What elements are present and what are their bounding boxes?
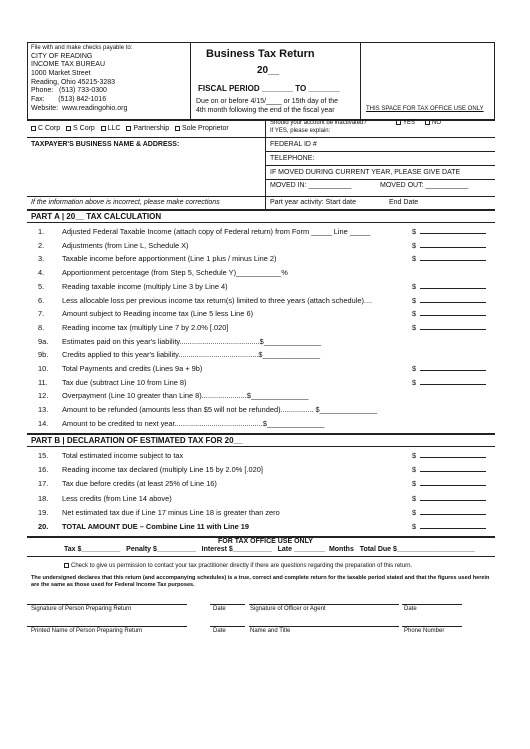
business-name-label: TAXPAYER'S BUSINESS NAME & ADDRESS: bbox=[31, 141, 180, 148]
part-a-line-row bbox=[38, 378, 492, 391]
amount-field[interactable]: $ bbox=[412, 479, 486, 488]
part-a-line-row bbox=[38, 364, 492, 377]
line-number: 19. bbox=[38, 507, 49, 517]
line-number: 4. bbox=[38, 268, 45, 278]
amount-field[interactable]: $ bbox=[412, 494, 486, 503]
part-b-heading: PART B | DECLARATION OF ESTIMATED TAX FOR 20__ bbox=[31, 436, 243, 445]
line-description: Amount subject to Reading income tax (Line 5 less Line 6) bbox=[62, 309, 254, 319]
line-description: Tax due before credits (at least 25% of Line 16) bbox=[62, 479, 217, 489]
line-number: 16. bbox=[38, 465, 49, 475]
line-number: 9b. bbox=[38, 350, 49, 360]
amount-field[interactable]: $ bbox=[412, 522, 486, 531]
checkbox-c-corp[interactable]: C Corp bbox=[31, 125, 60, 132]
amount-field[interactable]: $ bbox=[412, 451, 486, 460]
amount-field[interactable]: $ bbox=[412, 282, 486, 291]
line-description: Amount to be refunded (amounts less than $5 will not be refunded)................ $______________ bbox=[62, 405, 378, 415]
line-number: 8. bbox=[38, 322, 45, 332]
line-number: 17. bbox=[38, 479, 49, 489]
part-a-line-row bbox=[38, 282, 492, 295]
part-b-line-row bbox=[38, 465, 492, 478]
office-interest: Interest $__________ bbox=[201, 546, 272, 553]
line-number: 12. bbox=[38, 391, 49, 401]
part-a-heading: PART A | 20__ TAX CALCULATION bbox=[31, 212, 162, 221]
part-a-line-row bbox=[38, 254, 492, 267]
line-description: Tax due (subtract Line 10 from Line 8) bbox=[62, 377, 187, 387]
line-description: Amount to be credited to next year...........................................$______________ bbox=[62, 418, 325, 428]
line-number: 5. bbox=[38, 281, 45, 291]
line-description: Adjusted Federal Taxable Income (attach copy of Federal return) from Form _____ Line _____ bbox=[62, 227, 371, 236]
amount-field[interactable]: $ bbox=[412, 323, 486, 332]
line-number: 20. bbox=[38, 522, 49, 531]
form-title: Business Tax Return bbox=[206, 48, 315, 60]
due-date-line-2: 4th month following the end of the fiscal year bbox=[196, 107, 335, 114]
website[interactable]: Website: www.readingohio.org bbox=[31, 105, 128, 112]
line-description: Apportionment percentage (from Step 5, Schedule Y)___________% bbox=[62, 268, 288, 278]
amount-field[interactable]: $ bbox=[412, 378, 486, 387]
fiscal-period[interactable]: FISCAL PERIOD _______ TO _______ bbox=[198, 84, 340, 93]
moved-in-field[interactable]: MOVED IN: ___________ bbox=[270, 182, 352, 189]
checkbox-partnership[interactable]: Partnership bbox=[126, 125, 169, 132]
amount-field[interactable]: $ bbox=[412, 241, 486, 250]
mail-note: File with and make checks payable to: bbox=[31, 45, 133, 51]
address-line-2: Reading, Ohio 45215-3283 bbox=[31, 79, 116, 86]
office-use-header: THIS SPACE FOR TAX OFFICE USE ONLY bbox=[366, 106, 484, 112]
fax: Fax: (513) 842-1016 bbox=[31, 96, 107, 103]
office-tax: Tax $__________ bbox=[64, 546, 121, 553]
part-year-end[interactable]: End Date bbox=[389, 199, 419, 206]
phone-number-label: Phone Number bbox=[404, 628, 445, 634]
amount-field[interactable]: $ bbox=[412, 465, 486, 474]
amount-field[interactable]: $ bbox=[412, 309, 486, 318]
part-year-start[interactable]: Part year activity: Start date bbox=[270, 199, 356, 206]
line-number: 1. bbox=[38, 227, 45, 236]
part-a-line-row bbox=[38, 241, 492, 254]
part-a-line-row bbox=[38, 350, 492, 363]
form-year: 20__ bbox=[257, 65, 280, 76]
line-description: Net estimated tax due if Line 17 minus Line 18 is greater than zero bbox=[62, 507, 280, 517]
name-title-label: Name and Title bbox=[250, 628, 291, 634]
line-number: 11. bbox=[38, 377, 48, 387]
line-number: 14. bbox=[38, 418, 49, 428]
checkbox-s-corp[interactable]: S Corp bbox=[66, 125, 95, 132]
line-description: Less credits (from Line 14 above) bbox=[62, 493, 172, 503]
line-description: Adjustments (from Line L, Schedule X) bbox=[62, 240, 189, 250]
federal-id-label: FEDERAL ID # bbox=[270, 141, 317, 148]
line-number: 2. bbox=[38, 240, 45, 250]
entity-type-options bbox=[31, 125, 229, 132]
part-a-line-row bbox=[38, 323, 492, 336]
explain-label: If YES, please explain: bbox=[270, 128, 331, 134]
amount-field[interactable]: $ bbox=[412, 364, 486, 373]
office-months: Months bbox=[328, 546, 354, 553]
part-a-line-row bbox=[38, 391, 492, 404]
line-description: Total estimated income subject to tax bbox=[62, 451, 184, 460]
sig-officer-label: Signature of Officer or Agent bbox=[250, 606, 326, 612]
line-number: 7. bbox=[38, 309, 45, 319]
line-number: 6. bbox=[38, 295, 45, 305]
phone: Phone: (513) 733-0300 bbox=[31, 87, 107, 94]
office-late: Late ________ bbox=[277, 546, 326, 553]
amount-field[interactable]: $ bbox=[412, 227, 486, 236]
amount-field[interactable]: $ bbox=[412, 296, 486, 305]
office-penalty: Penalty $__________ bbox=[126, 546, 196, 553]
amount-field[interactable]: $ bbox=[412, 254, 486, 263]
part-a-line-row bbox=[38, 309, 492, 322]
no-option[interactable]: NO bbox=[425, 120, 441, 126]
part-b-line-row bbox=[38, 451, 492, 464]
org-name: CITY OF READING bbox=[31, 53, 93, 60]
line-description: Credits applied to this year's liability.......................................$______________ bbox=[62, 350, 321, 360]
office-strip-heading: FOR TAX OFFICE USE ONLY bbox=[218, 538, 313, 545]
part-a-line-row bbox=[38, 227, 492, 240]
moved-note: IF MOVED DURING CURRENT YEAR, PLEASE GIVE DATE bbox=[270, 169, 461, 176]
line-description: Total Payments and credits (Lines 9a + 9b) bbox=[62, 364, 203, 373]
checkbox-llc[interactable]: LLC bbox=[101, 125, 121, 132]
amount-field[interactable]: $ bbox=[412, 508, 486, 517]
part-b-line-row bbox=[38, 522, 492, 535]
date-label-3: Date bbox=[213, 628, 226, 634]
address-line-1: 1000 Market Street bbox=[31, 70, 91, 77]
due-date-line-1: Due on or before 4/15/____ or 15th day of the bbox=[196, 98, 339, 105]
line-description: TOTAL AMOUNT DUE – Combine Line 11 with Line 19 bbox=[62, 522, 249, 531]
part-b-line-row bbox=[38, 508, 492, 521]
office-strip-fields bbox=[64, 546, 475, 553]
part-a-line-row bbox=[38, 337, 492, 350]
date-label-2: Date bbox=[404, 606, 417, 612]
line-description: Reading income tax declared (multiply Line 15 by 2.0% [.020] bbox=[62, 465, 263, 475]
office-total-due: Total Due $____________________ bbox=[359, 546, 475, 553]
line-description: Reading taxable income (multiply Line 3 by Line 4) bbox=[62, 281, 228, 291]
sig-preparer-label: Signature of Person Preparing Return bbox=[31, 606, 132, 612]
part-b-line-row bbox=[38, 479, 492, 492]
line-description: Estimates paid on this year's liability.......................................$______________ bbox=[62, 336, 322, 346]
line-number: 10. bbox=[38, 364, 49, 373]
inactivate-question: Should your account be inactivated? bbox=[270, 120, 367, 126]
part-a-line-row bbox=[38, 296, 492, 309]
part-a-line-row bbox=[38, 419, 492, 432]
line-description: Reading income tax (multiply Line 7 by 2.0% [.020] bbox=[62, 322, 229, 332]
yes-option[interactable]: YES bbox=[396, 120, 415, 126]
printed-name-label: Printed Name of Person Preparing Return bbox=[31, 628, 143, 634]
permission-checkbox[interactable]: Check to give us permission to contact your tax practitioner directly if there are questions regarding the preparation of this return. bbox=[64, 563, 412, 569]
line-number: 15. bbox=[38, 451, 49, 460]
part-a-line-row bbox=[38, 268, 492, 281]
line-description: Overpayment (Line 10 greater than Line 8)......................$______________ bbox=[62, 391, 309, 401]
line-number: 18. bbox=[38, 493, 49, 503]
moved-out-field[interactable]: MOVED OUT: ___________ bbox=[380, 182, 469, 189]
checkbox-sole-proprietor[interactable]: Sole Proprietor bbox=[175, 125, 229, 132]
org-bureau: INCOME TAX BUREAU bbox=[31, 61, 106, 68]
line-number: 13. bbox=[38, 405, 49, 415]
date-label-1: Date bbox=[213, 606, 226, 612]
part-a-line-row bbox=[38, 405, 492, 418]
line-number: 3. bbox=[38, 254, 45, 264]
incorrect-info-note: If the information above is incorrect, please make corrections bbox=[31, 199, 220, 206]
line-description: Less allocable loss per previous income tax return(s) limited to three years (attach schedule).... bbox=[62, 295, 373, 305]
telephone-label: TELEPHONE: bbox=[270, 155, 315, 162]
line-number: 9a. bbox=[38, 336, 49, 346]
part-b-line-row bbox=[38, 494, 492, 507]
line-description: Taxable income before apportionment (Line 1 plus / minus Line 2) bbox=[62, 254, 277, 264]
declaration-text: The undersigned declares that this return (and accompanying schedules) is a true, correct and complete return for the taxable period stated and that the figures used herein are the same as those used for Federal Income Tax purposes. bbox=[31, 575, 490, 588]
